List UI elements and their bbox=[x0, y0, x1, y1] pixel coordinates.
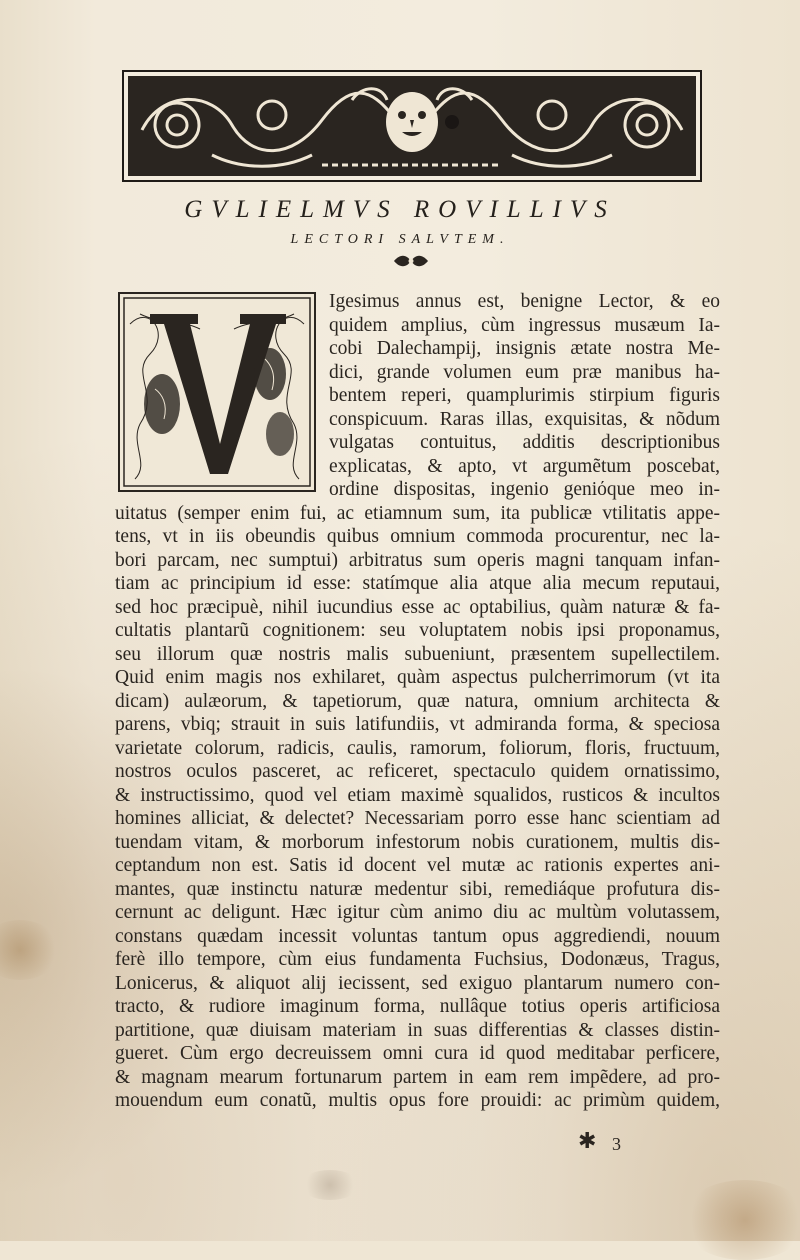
text-line: quidem amplius, cùm ingressus musæum Ia- bbox=[329, 314, 720, 336]
text-line: Igesimus annus est, benigne Lector, & eo bbox=[329, 291, 720, 312]
fleuron-icon bbox=[392, 252, 430, 270]
paper-stain bbox=[0, 920, 60, 980]
text-line: tens, vt in iis obeundis quibus omnium commoda procurentur, nec la- bbox=[115, 526, 720, 547]
text-line: tuendam vitam, & morborum infestorum nobis curationem, multis dis- bbox=[115, 831, 720, 853]
text-line: Lonicerus, & aliquot alij iecissent, sed exiguo plantarum numero con- bbox=[115, 972, 720, 994]
text-line: partitione, quæ diuisam materiam in suas differentias & classes distin- bbox=[115, 1019, 720, 1041]
page-title: GVLIELMVS ROVILLIVS bbox=[184, 196, 616, 223]
text-line: constans quædam incessit voluntas tantum opus aggrediendi, nouum bbox=[115, 925, 720, 947]
text-line: nostros oculos pasceret, ac reficeret, spectaculo quidem ornatissimo, bbox=[115, 761, 720, 782]
text-line: ordine dispositas, ingenio geniόque meo in- bbox=[329, 479, 720, 500]
text-line: mantes, quæ instinctu naturæ medentur sibi, remediáque profutura dis- bbox=[115, 878, 720, 900]
text-line: gueret. Cùm ergo decreuissem omni cura id quod meditabar perficere, bbox=[115, 1043, 720, 1064]
text-line: & instructissimo, quod vel etiam maximè squalidos, rusticos & incultos bbox=[115, 784, 720, 806]
text-line: tiam ac principium id esse: statímque alia atque alia mecum reputaui, bbox=[115, 573, 720, 594]
text-line: ceptandum non est. Satis id docent vel mutæ ac rationis expertes ani- bbox=[115, 855, 720, 876]
page-subtitle: LECTORI SALVTEM. bbox=[290, 232, 510, 247]
text-line: Quid enim magis nos exhilaret, quàm aspectus pulcherrimorum (vt ita bbox=[115, 667, 720, 688]
text-line: parens, vbiq; strauit in suis latifundiis, vt admiranda forma, & speciosa bbox=[115, 714, 720, 735]
text-line: & magnam mearum fortunarum partem in eam rem impẽdere, ad pro- bbox=[115, 1066, 720, 1088]
text-line: cultatis plantarũ cognitionem: seu voluptatem nobis ipsi proponamus, bbox=[115, 620, 720, 641]
text-line: ferè illo tempore, cùm eius fundamenta Fuchsius, Dodonæus, Tragus, bbox=[115, 949, 720, 970]
text-line: cernunt ac deligunt. Hæc igitur cùm animo diu ac multùm volutassem, bbox=[115, 902, 720, 923]
text-line: explicatas, & apto, vt argumẽtum poscebat, bbox=[329, 455, 720, 477]
text-line: bentem reperi, quamplurimis stirpium figuris bbox=[329, 385, 720, 406]
text-line: varietate colorum, radicis, caulis, ramorum, foliorum, floris, fructuum, bbox=[115, 737, 720, 759]
catchword-mark: ✱ bbox=[578, 1128, 597, 1153]
headpiece-ornament bbox=[122, 70, 702, 182]
text-line: mouendum eum conatũ, multis opus fore prouidi: ac primùm quidem, bbox=[115, 1090, 720, 1111]
paper-stain bbox=[300, 1170, 360, 1200]
text-line: seu illorum quæ nostris malis subueniunt, præsentem supellectilem. bbox=[115, 643, 720, 665]
text-line: dici, grande volumen eum præ manibus ha- bbox=[329, 361, 720, 383]
text-line: uitatus (semper enim fui, ac etiamnum sum, ita publicæ vtilitatis appe- bbox=[115, 502, 720, 524]
text-line: homines alliciat, & delectet? Necessariam porro esse hanc scientiam ad bbox=[115, 808, 720, 829]
text-line: tracto, & rudiore imaginum forma, nullâque totius operis artificiosa bbox=[115, 996, 720, 1017]
text-line: vulgatas contuitus, additis descriptionibus bbox=[329, 432, 720, 453]
text-line: bori parcam, nec sumptui) arbitratus sum operis magni tanquam infan- bbox=[115, 549, 720, 571]
text-line: sed hoc præcipuè, nihil iucundius esse ac optabilius, quàm naturæ & fa- bbox=[115, 596, 720, 618]
paper-stain bbox=[680, 1180, 800, 1260]
preface-text bbox=[115, 290, 720, 1113]
text-line: conspicuum. Raras illas, exquisitas, & nõdum bbox=[329, 408, 720, 430]
text-line: cobi Dalechampij, insignis ætate nostra Me- bbox=[329, 338, 720, 359]
text-line: dicam) aulæorum, & tapetiorum, quæ natura, omnium architecta & bbox=[115, 690, 720, 712]
page-signature: 3 bbox=[612, 1134, 621, 1154]
